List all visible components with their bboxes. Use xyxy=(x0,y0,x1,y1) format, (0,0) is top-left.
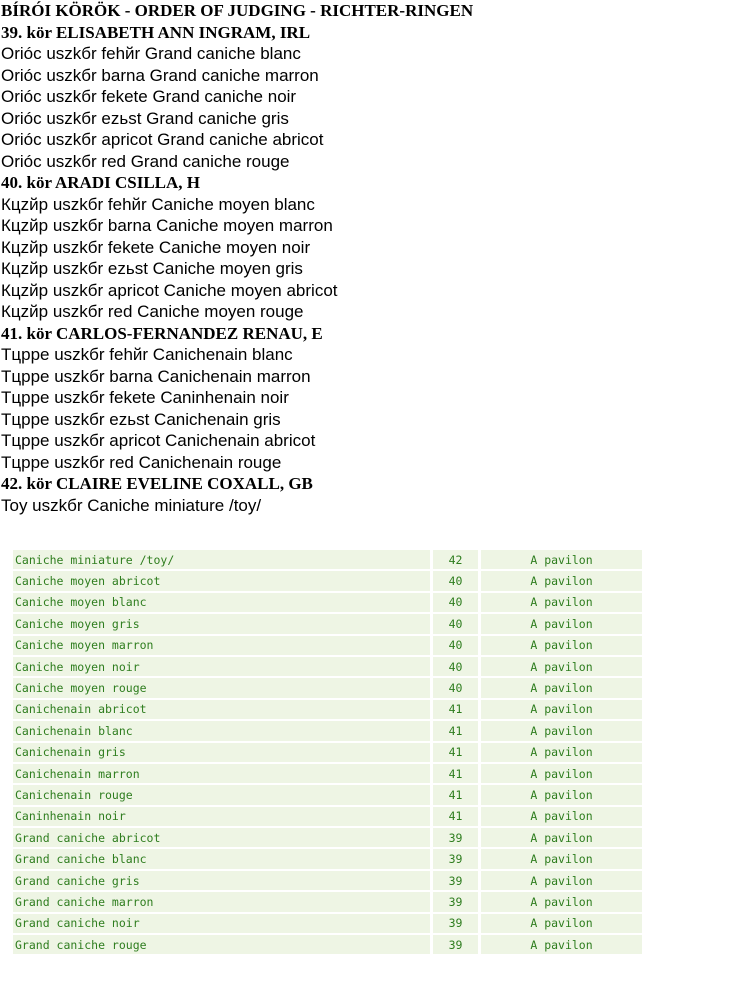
table-row xyxy=(13,935,642,954)
location-cell: A pavilon xyxy=(481,593,642,612)
ring-number-cell: 40 xyxy=(433,636,478,655)
breed-entry-line: Кцzйр uszkбr fekete Caniche moyen noir xyxy=(1,237,311,257)
table-row xyxy=(13,828,642,847)
breed-entry-line: Кцzйр uszkбr barna Caniche moyen marron xyxy=(1,216,333,235)
ring-number-cell: 40 xyxy=(433,678,478,697)
judging-order-document xyxy=(1,0,741,516)
ring-number-cell: 41 xyxy=(433,764,478,783)
breed-entry-line: Orióс uszkбr red Grand caniche rouge xyxy=(1,151,290,171)
location-cell: A pavilon xyxy=(481,849,642,868)
table-row xyxy=(13,571,642,590)
breed-cell: Canichenain abricot xyxy=(13,700,430,719)
location-cell: A pavilon xyxy=(481,657,642,676)
location-cell: A pavilon xyxy=(481,785,642,804)
location-cell: A pavilon xyxy=(481,935,642,954)
table-row xyxy=(13,678,642,697)
breed-cell: Canichenain rouge xyxy=(13,785,430,804)
location-cell: A pavilon xyxy=(481,571,642,590)
ring-number-cell: 40 xyxy=(433,657,478,676)
table-row xyxy=(13,721,642,740)
location-cell: A pavilon xyxy=(481,807,642,826)
table-row xyxy=(13,764,642,783)
location-cell: A pavilon xyxy=(481,636,642,655)
breed-cell: Caniche moyen gris xyxy=(13,614,430,633)
breed-cell: Canichenain marron xyxy=(13,764,430,783)
breed-entry-line: Кцzйр uszkбr fehйr Caniche moyen blanc xyxy=(1,194,315,214)
location-cell: A pavilon xyxy=(481,614,642,633)
ring-number-cell: 39 xyxy=(433,871,478,890)
judging-ring-heading: 42. kör CLAIRE EVELINE COXALL, GB xyxy=(1,474,313,493)
ring-number-cell: 39 xyxy=(433,828,478,847)
breed-cell: Grand caniche gris xyxy=(13,871,430,890)
location-cell: A pavilon xyxy=(481,678,642,697)
ring-number-cell: 40 xyxy=(433,593,478,612)
breed-entry-line: Тцрре uszkбr barna Canichenain marron xyxy=(1,366,311,386)
breed-cell: Grand caniche blanc xyxy=(13,849,430,868)
breed-cell: Caniche moyen noir xyxy=(13,657,430,676)
breed-cell: Caniche miniature /toy/ xyxy=(13,550,430,569)
breed-entry-line: Orióс uszkбr fekete Grand caniche noir xyxy=(1,87,297,106)
ring-number-cell: 39 xyxy=(433,935,478,954)
location-cell: A pavilon xyxy=(481,871,642,890)
table-row xyxy=(13,914,642,933)
breed-entry-line: Тцрре uszkбr fekete Caninhenain noir xyxy=(1,388,289,407)
breed-cell: Caniche moyen blanc xyxy=(13,593,430,612)
breed-entry-line: Кцzйр uszkбr red Caniche moyen rouge xyxy=(1,302,304,321)
ring-number-cell: 41 xyxy=(433,721,478,740)
breed-entry-line: Тцрре uszkбr red Canichenain rouge xyxy=(1,452,282,472)
breed-entry-line: Orióс uszkбr ezьst Grand caniche gris xyxy=(1,108,289,128)
judging-ring-heading: 39. kör ELISABETH ANN INGRAM, IRL xyxy=(1,22,311,42)
breed-cell: Grand caniche abricot xyxy=(13,828,430,847)
table-row xyxy=(13,743,642,762)
breed-entry-line: Тцрре uszkбr ezьst Canichenain gris xyxy=(1,409,281,429)
ring-number-cell: 39 xyxy=(433,914,478,933)
ring-number-cell: 39 xyxy=(433,849,478,868)
breed-cell: Grand caniche noir xyxy=(13,914,430,933)
breed-entry-line: Orióс uszkбr apricot Grand caniche abricot xyxy=(1,130,324,149)
location-cell: A pavilon xyxy=(481,914,642,933)
breed-entry-line: Orióс uszkбr fehйr Grand caniche blanc xyxy=(1,44,301,63)
ring-number-cell: 41 xyxy=(433,807,478,826)
ring-number-cell: 41 xyxy=(433,785,478,804)
breed-cell: Grand caniche rouge xyxy=(13,935,430,954)
ring-number-cell: 39 xyxy=(433,892,478,911)
breed-cell: Canichenain blanc xyxy=(13,721,430,740)
table-row xyxy=(13,593,642,612)
table-row xyxy=(13,700,642,719)
table-row xyxy=(13,614,642,633)
table-row xyxy=(13,871,642,890)
breed-cell: Caninhenain noir xyxy=(13,807,430,826)
location-cell: A pavilon xyxy=(481,892,642,911)
table-row xyxy=(13,550,642,569)
table-row xyxy=(13,807,642,826)
breed-entry-line: Тцрре uszkбr apricot Canichenain abricot xyxy=(1,431,316,450)
breed-entry-line: Toy uszkбr Caniche miniature /toy/ xyxy=(1,495,262,515)
breed-cell: Caniche moyen abricot xyxy=(13,571,430,590)
table-row xyxy=(13,849,642,868)
breed-entry-line: Тцрре uszkбr fehйr Canichenain blanc xyxy=(1,345,293,364)
location-cell: A pavilon xyxy=(481,743,642,762)
location-cell: A pavilon xyxy=(481,700,642,719)
table-row xyxy=(13,892,642,911)
location-cell: A pavilon xyxy=(481,828,642,847)
ring-number-cell: 42 xyxy=(433,550,478,569)
judging-ring-heading: 41. kör CARLOS-FERNANDEZ RENAU, E xyxy=(1,323,323,343)
breed-cell: Caniche moyen marron xyxy=(13,636,430,655)
breed-cell: Grand caniche marron xyxy=(13,892,430,911)
ring-number-cell: 40 xyxy=(433,614,478,633)
breed-entry-line: Кцzйр uszkбr ezьst Caniche moyen gris xyxy=(1,259,303,278)
location-cell: A pavilon xyxy=(481,721,642,740)
breed-entry-line: Кцzйр uszkбr apricot Caniche moyen abricot xyxy=(1,280,338,300)
judging-ring-heading: 40. kör ARADI CSILLA, H xyxy=(1,173,201,192)
location-cell: A pavilon xyxy=(481,764,642,783)
table-row xyxy=(13,636,642,655)
location-cell: A pavilon xyxy=(481,550,642,569)
ring-schedule-body xyxy=(13,550,642,954)
ring-schedule-table xyxy=(10,548,645,956)
breed-cell: Caniche moyen rouge xyxy=(13,678,430,697)
judging-ring-heading: BÍRÓI KÖRÖK - ORDER OF JUDGING - RICHTER-RINGEN xyxy=(1,1,474,20)
ring-number-cell: 41 xyxy=(433,743,478,762)
ring-number-cell: 40 xyxy=(433,571,478,590)
breed-cell: Canichenain gris xyxy=(13,743,430,762)
table-row xyxy=(13,785,642,804)
table-row xyxy=(13,657,642,676)
breed-entry-line: Orióс uszkбr barna Grand caniche marron xyxy=(1,65,319,85)
ring-number-cell: 41 xyxy=(433,700,478,719)
